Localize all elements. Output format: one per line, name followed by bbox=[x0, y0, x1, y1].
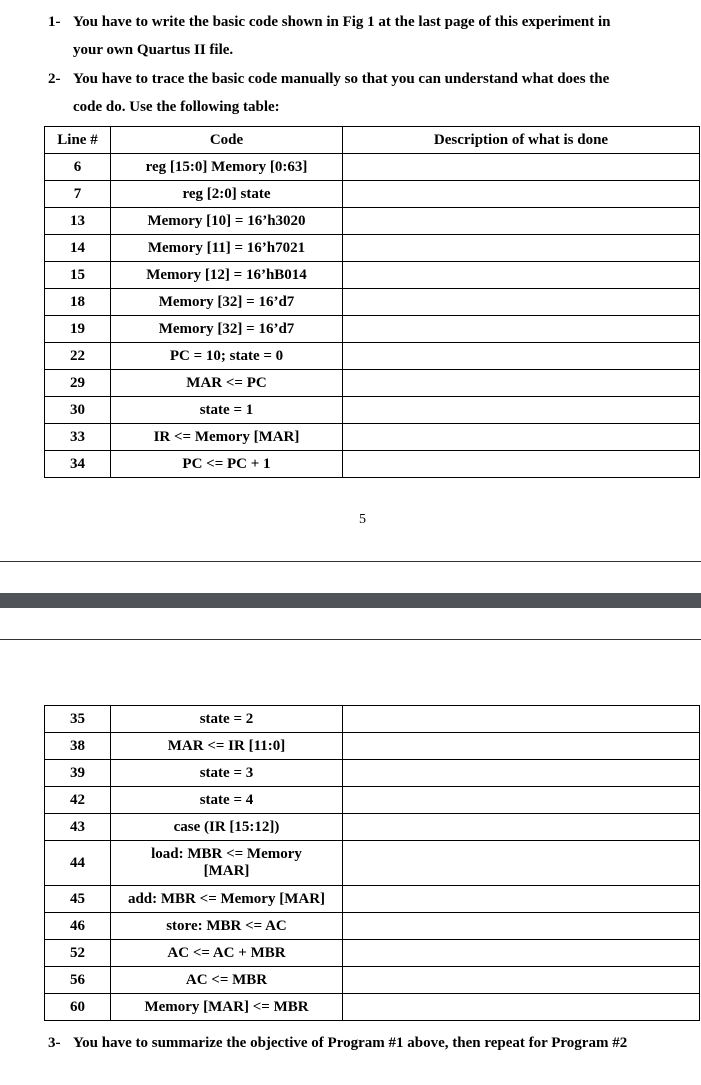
code-cell: Memory [10] = 16’h3020 bbox=[111, 208, 343, 235]
line-number-cell: 60 bbox=[45, 994, 111, 1021]
description-cell[interactable] bbox=[343, 451, 700, 478]
line-number-cell: 38 bbox=[45, 733, 111, 760]
table-row bbox=[45, 886, 700, 913]
instruction-number: 3- bbox=[48, 1035, 61, 1051]
instruction-3 bbox=[48, 1029, 627, 1057]
code-cell: Memory [32] = 16’d7 bbox=[111, 316, 343, 343]
header-description: Description of what is done bbox=[343, 127, 700, 154]
line-number-cell: 6 bbox=[45, 154, 111, 181]
code-cell: AC <= AC + MBR bbox=[111, 940, 343, 967]
line-number-cell: 14 bbox=[45, 235, 111, 262]
line-number-cell: 30 bbox=[45, 397, 111, 424]
line-number-cell: 13 bbox=[45, 208, 111, 235]
description-cell[interactable] bbox=[343, 841, 700, 886]
code-cell: state = 1 bbox=[111, 397, 343, 424]
line-number-cell: 43 bbox=[45, 814, 111, 841]
table-row bbox=[45, 154, 700, 181]
description-cell[interactable] bbox=[343, 967, 700, 994]
description-cell[interactable] bbox=[343, 814, 700, 841]
table-row bbox=[45, 940, 700, 967]
description-cell[interactable] bbox=[343, 370, 700, 397]
table-row bbox=[45, 208, 700, 235]
description-cell[interactable] bbox=[343, 262, 700, 289]
description-cell[interactable] bbox=[343, 154, 700, 181]
description-cell[interactable] bbox=[343, 208, 700, 235]
table-row bbox=[45, 343, 700, 370]
description-cell[interactable] bbox=[343, 424, 700, 451]
line-number-cell: 44 bbox=[45, 841, 111, 886]
description-cell[interactable] bbox=[343, 940, 700, 967]
header-line-number: Line # bbox=[45, 127, 111, 154]
table-row bbox=[45, 370, 700, 397]
page-break-band bbox=[0, 593, 701, 608]
line-number-cell: 29 bbox=[45, 370, 111, 397]
header-code: Code bbox=[111, 127, 343, 154]
table-row bbox=[45, 451, 700, 478]
code-cell: Memory [MAR] <= MBR bbox=[111, 994, 343, 1021]
code-cell: MAR <= PC bbox=[111, 370, 343, 397]
page-divider bbox=[0, 639, 701, 640]
line-number-cell: 35 bbox=[45, 706, 111, 733]
table-row bbox=[45, 706, 700, 733]
description-cell[interactable] bbox=[343, 913, 700, 940]
description-cell[interactable] bbox=[343, 235, 700, 262]
code-cell: PC = 10; state = 0 bbox=[111, 343, 343, 370]
description-cell[interactable] bbox=[343, 706, 700, 733]
description-cell[interactable] bbox=[343, 343, 700, 370]
table-row bbox=[45, 289, 700, 316]
page-divider bbox=[0, 561, 701, 562]
instruction-text: your own Quartus II file. bbox=[73, 42, 234, 58]
code-cell: MAR <= IR [11:0] bbox=[111, 733, 343, 760]
code-cell: PC <= PC + 1 bbox=[111, 451, 343, 478]
line-number-cell: 34 bbox=[45, 451, 111, 478]
code-cell: state = 4 bbox=[111, 787, 343, 814]
description-cell[interactable] bbox=[343, 181, 700, 208]
code-line: [MAR] bbox=[203, 863, 250, 879]
table-row bbox=[45, 397, 700, 424]
code-line: load: MBR <= Memory bbox=[151, 846, 302, 862]
line-number-cell: 18 bbox=[45, 289, 111, 316]
line-number-cell: 15 bbox=[45, 262, 111, 289]
code-cell: Memory [11] = 16’h7021 bbox=[111, 235, 343, 262]
table-row bbox=[45, 733, 700, 760]
line-number-cell: 33 bbox=[45, 424, 111, 451]
page-number: 5 bbox=[359, 512, 366, 527]
code-cell: add: MBR <= Memory [MAR] bbox=[111, 886, 343, 913]
line-number-cell: 19 bbox=[45, 316, 111, 343]
instruction-number: 1- bbox=[48, 14, 61, 30]
description-cell[interactable] bbox=[343, 397, 700, 424]
description-cell[interactable] bbox=[343, 289, 700, 316]
table-row bbox=[45, 994, 700, 1021]
instruction-2 bbox=[48, 65, 609, 121]
trace-table-2 bbox=[44, 705, 700, 1021]
line-number-cell: 42 bbox=[45, 787, 111, 814]
line-number-cell: 22 bbox=[45, 343, 111, 370]
code-cell: state = 3 bbox=[111, 760, 343, 787]
instruction-1 bbox=[48, 8, 610, 64]
table-row bbox=[45, 841, 700, 886]
line-number-cell: 52 bbox=[45, 940, 111, 967]
table-row bbox=[45, 787, 700, 814]
table-row bbox=[45, 181, 700, 208]
line-number-cell: 46 bbox=[45, 913, 111, 940]
instruction-text: You have to write the basic code shown in Fig 1 at the last page of this experiment in bbox=[73, 14, 611, 30]
line-number-cell: 56 bbox=[45, 967, 111, 994]
table-row bbox=[45, 424, 700, 451]
description-cell[interactable] bbox=[343, 787, 700, 814]
table-row bbox=[45, 760, 700, 787]
table-row bbox=[45, 913, 700, 940]
code-cell bbox=[111, 841, 343, 886]
instruction-number: 2- bbox=[48, 71, 61, 87]
code-cell: store: MBR <= AC bbox=[111, 913, 343, 940]
code-cell: IR <= Memory [MAR] bbox=[111, 424, 343, 451]
code-cell: reg [15:0] Memory [0:63] bbox=[111, 154, 343, 181]
code-cell: Memory [12] = 16’hB014 bbox=[111, 262, 343, 289]
line-number-cell: 45 bbox=[45, 886, 111, 913]
description-cell[interactable] bbox=[343, 733, 700, 760]
code-cell: reg [2:0] state bbox=[111, 181, 343, 208]
line-number-cell: 7 bbox=[45, 181, 111, 208]
table-row bbox=[45, 235, 700, 262]
line-number-cell: 39 bbox=[45, 760, 111, 787]
code-cell: Memory [32] = 16’d7 bbox=[111, 289, 343, 316]
table-row bbox=[45, 316, 700, 343]
instruction-text: You have to trace the basic code manually so that you can understand what does the bbox=[73, 71, 610, 87]
description-cell[interactable] bbox=[343, 316, 700, 343]
table-row bbox=[45, 262, 700, 289]
table-row bbox=[45, 967, 700, 994]
instruction-text: code do. Use the following table: bbox=[73, 99, 280, 115]
table-row bbox=[45, 814, 700, 841]
code-cell: AC <= MBR bbox=[111, 967, 343, 994]
description-cell[interactable] bbox=[343, 994, 700, 1021]
instruction-text: You have to summarize the objective of Program #1 above, then repeat for Program #2 bbox=[73, 1035, 628, 1051]
description-cell[interactable] bbox=[343, 886, 700, 913]
table-header-row bbox=[45, 127, 700, 154]
description-cell[interactable] bbox=[343, 760, 700, 787]
code-cell: state = 2 bbox=[111, 706, 343, 733]
trace-table-1 bbox=[44, 126, 700, 478]
code-cell: case (IR [15:12]) bbox=[111, 814, 343, 841]
